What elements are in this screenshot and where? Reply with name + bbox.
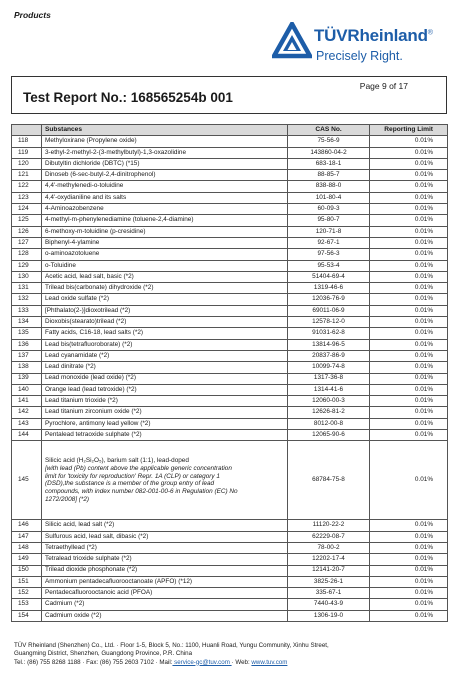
- reporting-limit: 0.01%: [370, 373, 448, 384]
- reporting-limit: 0.01%: [370, 260, 448, 271]
- cas-number: 143860-04-2: [288, 147, 370, 158]
- column-header-cas: CAS No.: [288, 125, 370, 136]
- substance-name: Tetralead trioxide sulphate (*2): [42, 554, 288, 565]
- reporting-limit: 0.01%: [370, 599, 448, 610]
- table-row: [12, 384, 448, 395]
- cas-number: 68784-75-8: [288, 441, 370, 520]
- row-number: 121: [12, 170, 42, 181]
- row-number: 122: [12, 181, 42, 192]
- reporting-limit: 0.01%: [370, 339, 448, 350]
- substance-name: Biphenyl-4-ylamine: [42, 237, 288, 248]
- brand-name: [314, 26, 433, 46]
- table-row: [12, 362, 448, 373]
- table-body: [12, 136, 448, 622]
- substances-table: [11, 124, 448, 622]
- substance-name: Lead dinitrate (*2): [42, 362, 288, 373]
- substance-text-line: compounds, with index number 082-001-00-6 in Regulation (EC) No: [45, 488, 238, 496]
- cas-number: 1306-19-0: [288, 610, 370, 621]
- substance-text-line: [with lead (Pb) content above the applicable generic concentration: [45, 464, 232, 472]
- table-row: [12, 226, 448, 237]
- substance-name: Tetraethyllead (*2): [42, 542, 288, 553]
- table-row: [12, 147, 448, 158]
- substance-name: Sulfurous acid, lead salt, dibasic (*2): [42, 531, 288, 542]
- cas-number: 12065-90-6: [288, 430, 370, 441]
- reporting-limit: 0.01%: [370, 588, 448, 599]
- row-number: 134: [12, 317, 42, 328]
- cas-number: 95-53-4: [288, 260, 370, 271]
- table-row: [12, 328, 448, 339]
- reporting-limit: 0.01%: [370, 271, 448, 282]
- footer-web-link[interactable]: www.tuv.com: [251, 658, 288, 666]
- reporting-limit: 0.01%: [370, 407, 448, 418]
- reporting-limit: 0.01%: [370, 418, 448, 429]
- table-row: [12, 170, 448, 181]
- reporting-limit: 0.01%: [370, 542, 448, 553]
- cas-number: 3825-26-1: [288, 576, 370, 587]
- reporting-limit: 0.01%: [370, 350, 448, 361]
- reporting-limit: 0.01%: [370, 317, 448, 328]
- column-header-number: [12, 125, 42, 136]
- table-row: [12, 204, 448, 215]
- substance-name: Lead monoxide (lead oxide) (*2): [42, 373, 288, 384]
- tuv-triangle-logo-icon: [272, 22, 312, 60]
- cas-number: 335-67-1: [288, 588, 370, 599]
- cas-number: 51404-69-4: [288, 271, 370, 282]
- table-row: [12, 294, 448, 305]
- table-row: [12, 237, 448, 248]
- table-row: [12, 430, 448, 441]
- cas-number: 101-80-4: [288, 192, 370, 203]
- cas-number: 838-88-0: [288, 181, 370, 192]
- substance-text-line: 1272/2008] (*2): [45, 495, 90, 503]
- table-row: [12, 576, 448, 587]
- substance-text-line: limit for 'toxicity for reproduction' Repr. 1A (CLP) or category 1: [45, 472, 220, 480]
- row-number: 148: [12, 542, 42, 553]
- row-number: 149: [12, 554, 42, 565]
- cas-number: 12141-20-7: [288, 565, 370, 576]
- substance-name: Pyrochlore, antimony lead yellow (*2): [42, 418, 288, 429]
- table-row: [12, 565, 448, 576]
- row-number: 135: [12, 328, 42, 339]
- footer-email-link[interactable]: service-gc@tuv.com: [172, 658, 232, 666]
- row-number: 120: [12, 158, 42, 169]
- cas-number: 11120-22-2: [288, 520, 370, 531]
- cas-number: 95-80-7: [288, 215, 370, 226]
- table-row: [12, 350, 448, 361]
- row-number: 118: [12, 136, 42, 147]
- row-number: 142: [12, 407, 42, 418]
- substance-name: 4-methyl-m-phenylenediamine (toluene-2,4-diamine): [42, 215, 288, 226]
- cas-number: 7440-43-9: [288, 599, 370, 610]
- reporting-limit: 0.01%: [370, 396, 448, 407]
- footer-contact-line: [14, 659, 329, 667]
- footer-web-label: · Web:: [231, 658, 252, 666]
- substance-name: Trilead bis(carbonate) dihydroxide (*2): [42, 283, 288, 294]
- row-number: 125: [12, 215, 42, 226]
- reporting-limit: 0.01%: [370, 328, 448, 339]
- cas-number: 12626-81-2: [288, 407, 370, 418]
- reporting-limit: 0.01%: [370, 565, 448, 576]
- reporting-limit: 0.01%: [370, 215, 448, 226]
- substance-name: Silicic acid, lead salt (*2): [42, 520, 288, 531]
- cas-number: 69011-06-9: [288, 305, 370, 316]
- table-row: [12, 520, 448, 531]
- substance-name: 4,4'-methylenedi-o-toluidine: [42, 181, 288, 192]
- substance-name: Lead titanium zirconium oxide (*2): [42, 407, 288, 418]
- cas-number: 1314-41-6: [288, 384, 370, 395]
- row-number: 129: [12, 260, 42, 271]
- row-number: 131: [12, 283, 42, 294]
- brand-name-text: TÜVRheinland: [314, 26, 428, 45]
- row-number: 132: [12, 294, 42, 305]
- reporting-limit: 0.01%: [370, 192, 448, 203]
- cas-number: 12060-00-3: [288, 396, 370, 407]
- reporting-limit: 0.01%: [370, 554, 448, 565]
- table-row: [12, 542, 448, 553]
- row-number: 152: [12, 588, 42, 599]
- cas-number: 683-18-1: [288, 158, 370, 169]
- reporting-limit: 0.01%: [370, 158, 448, 169]
- substance-text-line: (DSD),the substance is a member of the group entry of lead: [45, 480, 215, 488]
- footer: [14, 642, 329, 667]
- reporting-limit: 0.01%: [370, 362, 448, 373]
- substance-name: Lead cyanamidate (*2): [42, 350, 288, 361]
- table-row: [12, 317, 448, 328]
- reporting-limit: 0.01%: [370, 430, 448, 441]
- row-number: 138: [12, 362, 42, 373]
- row-number: 136: [12, 339, 42, 350]
- brand-tagline: Precisely Right.: [316, 49, 403, 63]
- substance-name: 3-ethyl-2-methyl-2-(3-methylbutyl)-1,3-oxazolidine: [42, 147, 288, 158]
- substance-text-line: Silicic acid (H₂Si₂O₅), barium salt (1:1), lead-doped: [45, 457, 189, 465]
- row-number: 123: [12, 192, 42, 203]
- substance-name: Dinoseb (6-sec-butyl-2,4-dinitrophenol): [42, 170, 288, 181]
- row-number: 124: [12, 204, 42, 215]
- row-number: 151: [12, 576, 42, 587]
- row-number: 141: [12, 396, 42, 407]
- footer-address-line: TÜV Rheinland (Shenzhen) Co., Ltd. · Floor 1-5, Block 5, No.: 1100, Huanli Road, Yungu Community, Xinhu Street,: [14, 642, 329, 649]
- row-number: 153: [12, 599, 42, 610]
- reporting-limit: 0.01%: [370, 520, 448, 531]
- reporting-limit: 0.01%: [370, 531, 448, 542]
- substance-name: Trilead dioxide phosphonate (*2): [42, 565, 288, 576]
- cas-number: 12202-17-4: [288, 554, 370, 565]
- table-row: [12, 158, 448, 169]
- cas-number: 12578-12-0: [288, 317, 370, 328]
- cas-number: 120-71-8: [288, 226, 370, 237]
- cas-number: 75-56-9: [288, 136, 370, 147]
- table-row: [12, 215, 448, 226]
- registered-mark: ®: [427, 29, 433, 37]
- reporting-limit: 0.01%: [370, 249, 448, 260]
- substance-name: Acetic acid, lead salt, basic (*2): [42, 271, 288, 282]
- cas-number: 1319-46-6: [288, 283, 370, 294]
- cas-number: 97-56-3: [288, 249, 370, 260]
- row-number: 119: [12, 147, 42, 158]
- reporting-limit: 0.01%: [370, 204, 448, 215]
- reporting-limit: 0.01%: [370, 610, 448, 621]
- report-title: Test Report No.: 168565254b 001: [23, 90, 233, 105]
- substance-name: Orange lead (lead tetroxide) (*2): [42, 384, 288, 395]
- substance-name: o-Toluidine: [42, 260, 288, 271]
- cas-number: 13814-96-5: [288, 339, 370, 350]
- footer-phone-fax: Tel.: (86) 755 8268 1188 · Fax: (86) 755 2603 7102 · Mail:: [14, 658, 173, 666]
- row-number: 145: [12, 441, 42, 520]
- table-row: [12, 599, 448, 610]
- table-row: [12, 441, 448, 520]
- table-row: [12, 373, 448, 384]
- reporting-limit: 0.01%: [370, 226, 448, 237]
- substance-name: Methyloxirane (Propylene oxide): [42, 136, 288, 147]
- report-header-box: [11, 76, 447, 114]
- substance-name: Lead oxide sulfate (*2): [42, 294, 288, 305]
- reporting-limit: 0.01%: [370, 170, 448, 181]
- table-header-row: [12, 125, 448, 136]
- substance-name: Dioxobis(stearato)trilead (*2): [42, 317, 288, 328]
- substance-name: Lead bis(tetrafluoroborate) (*2): [42, 339, 288, 350]
- table-row: [12, 136, 448, 147]
- table-row: [12, 260, 448, 271]
- substance-name: [42, 441, 288, 520]
- cas-number: 88-85-7: [288, 170, 370, 181]
- table-row: [12, 249, 448, 260]
- cas-number: 20837-86-9: [288, 350, 370, 361]
- row-number: 143: [12, 418, 42, 429]
- cas-number: 91031-62-8: [288, 328, 370, 339]
- reporting-limit: 0.01%: [370, 283, 448, 294]
- cas-number: 12036-76-9: [288, 294, 370, 305]
- substance-name: Fatty acids, C16-18, lead salts (*2): [42, 328, 288, 339]
- row-number: 146: [12, 520, 42, 531]
- substance-name: 6-methoxy-m-toluidine (p-cresidine): [42, 226, 288, 237]
- table-row: [12, 339, 448, 350]
- table-row: [12, 554, 448, 565]
- footer-address-line: Guangming District, Shenzhen, Guangdong Province, P.R. China: [14, 650, 193, 658]
- substance-name: 4-Aminoazobenzene: [42, 204, 288, 215]
- cas-number: 92-67-1: [288, 237, 370, 248]
- table-row: [12, 418, 448, 429]
- table-row: [12, 271, 448, 282]
- substance-name: Ammonium pentadecafluorooctanoate (APFO) (*12): [42, 576, 288, 587]
- table-row: [12, 305, 448, 316]
- reporting-limit: 0.01%: [370, 441, 448, 520]
- table-row: [12, 192, 448, 203]
- reporting-limit: 0.01%: [370, 294, 448, 305]
- table-row: [12, 407, 448, 418]
- reporting-limit: 0.01%: [370, 384, 448, 395]
- row-number: 147: [12, 531, 42, 542]
- reporting-limit: 0.01%: [370, 181, 448, 192]
- substance-name: Dibutyltin dichloride (DBTC) (*15): [42, 158, 288, 169]
- cas-number: 62229-08-7: [288, 531, 370, 542]
- reporting-limit: 0.01%: [370, 305, 448, 316]
- reporting-limit: 0.01%: [370, 147, 448, 158]
- table-row: [12, 610, 448, 621]
- row-number: 133: [12, 305, 42, 316]
- row-number: 140: [12, 384, 42, 395]
- row-number: 139: [12, 373, 42, 384]
- cas-number: 78-00-2: [288, 542, 370, 553]
- substance-name: [Phthalato(2-)]dioxotrilead (*2): [42, 305, 288, 316]
- cas-number: 1317-36-8: [288, 373, 370, 384]
- substance-name: Pentalead tetraoxide sulphate (*2): [42, 430, 288, 441]
- substance-name: Lead titanium trioxide (*2): [42, 396, 288, 407]
- table-row: [12, 531, 448, 542]
- row-number: 150: [12, 565, 42, 576]
- cas-number: 8012-00-8: [288, 418, 370, 429]
- cas-number: 60-09-3: [288, 204, 370, 215]
- column-header-limit: Reporting Limit: [370, 125, 448, 136]
- section-label: Products: [14, 10, 51, 20]
- table-row: [12, 588, 448, 599]
- reporting-limit: 0.01%: [370, 136, 448, 147]
- row-number: 144: [12, 430, 42, 441]
- substance-name: Pentadecafluorooctanoic acid (PFOA): [42, 588, 288, 599]
- row-number: 130: [12, 271, 42, 282]
- substance-name: Cadmium (*2): [42, 599, 288, 610]
- table-row: [12, 283, 448, 294]
- reporting-limit: 0.01%: [370, 237, 448, 248]
- cas-number: 10099-74-8: [288, 362, 370, 373]
- substance-name: Cadmium oxide (*2): [42, 610, 288, 621]
- row-number: 126: [12, 226, 42, 237]
- substance-name: o-aminoazotoluene: [42, 249, 288, 260]
- page-number: Page 9 of 17: [359, 81, 408, 91]
- row-number: 137: [12, 350, 42, 361]
- row-number: 128: [12, 249, 42, 260]
- table-row: [12, 396, 448, 407]
- column-header-substances: Substances: [42, 125, 288, 136]
- table-row: [12, 181, 448, 192]
- reporting-limit: 0.01%: [370, 576, 448, 587]
- row-number: 154: [12, 610, 42, 621]
- brand-logo: [272, 22, 442, 70]
- row-number: 127: [12, 237, 42, 248]
- substance-name: 4,4'-oxydianiline and its salts: [42, 192, 288, 203]
